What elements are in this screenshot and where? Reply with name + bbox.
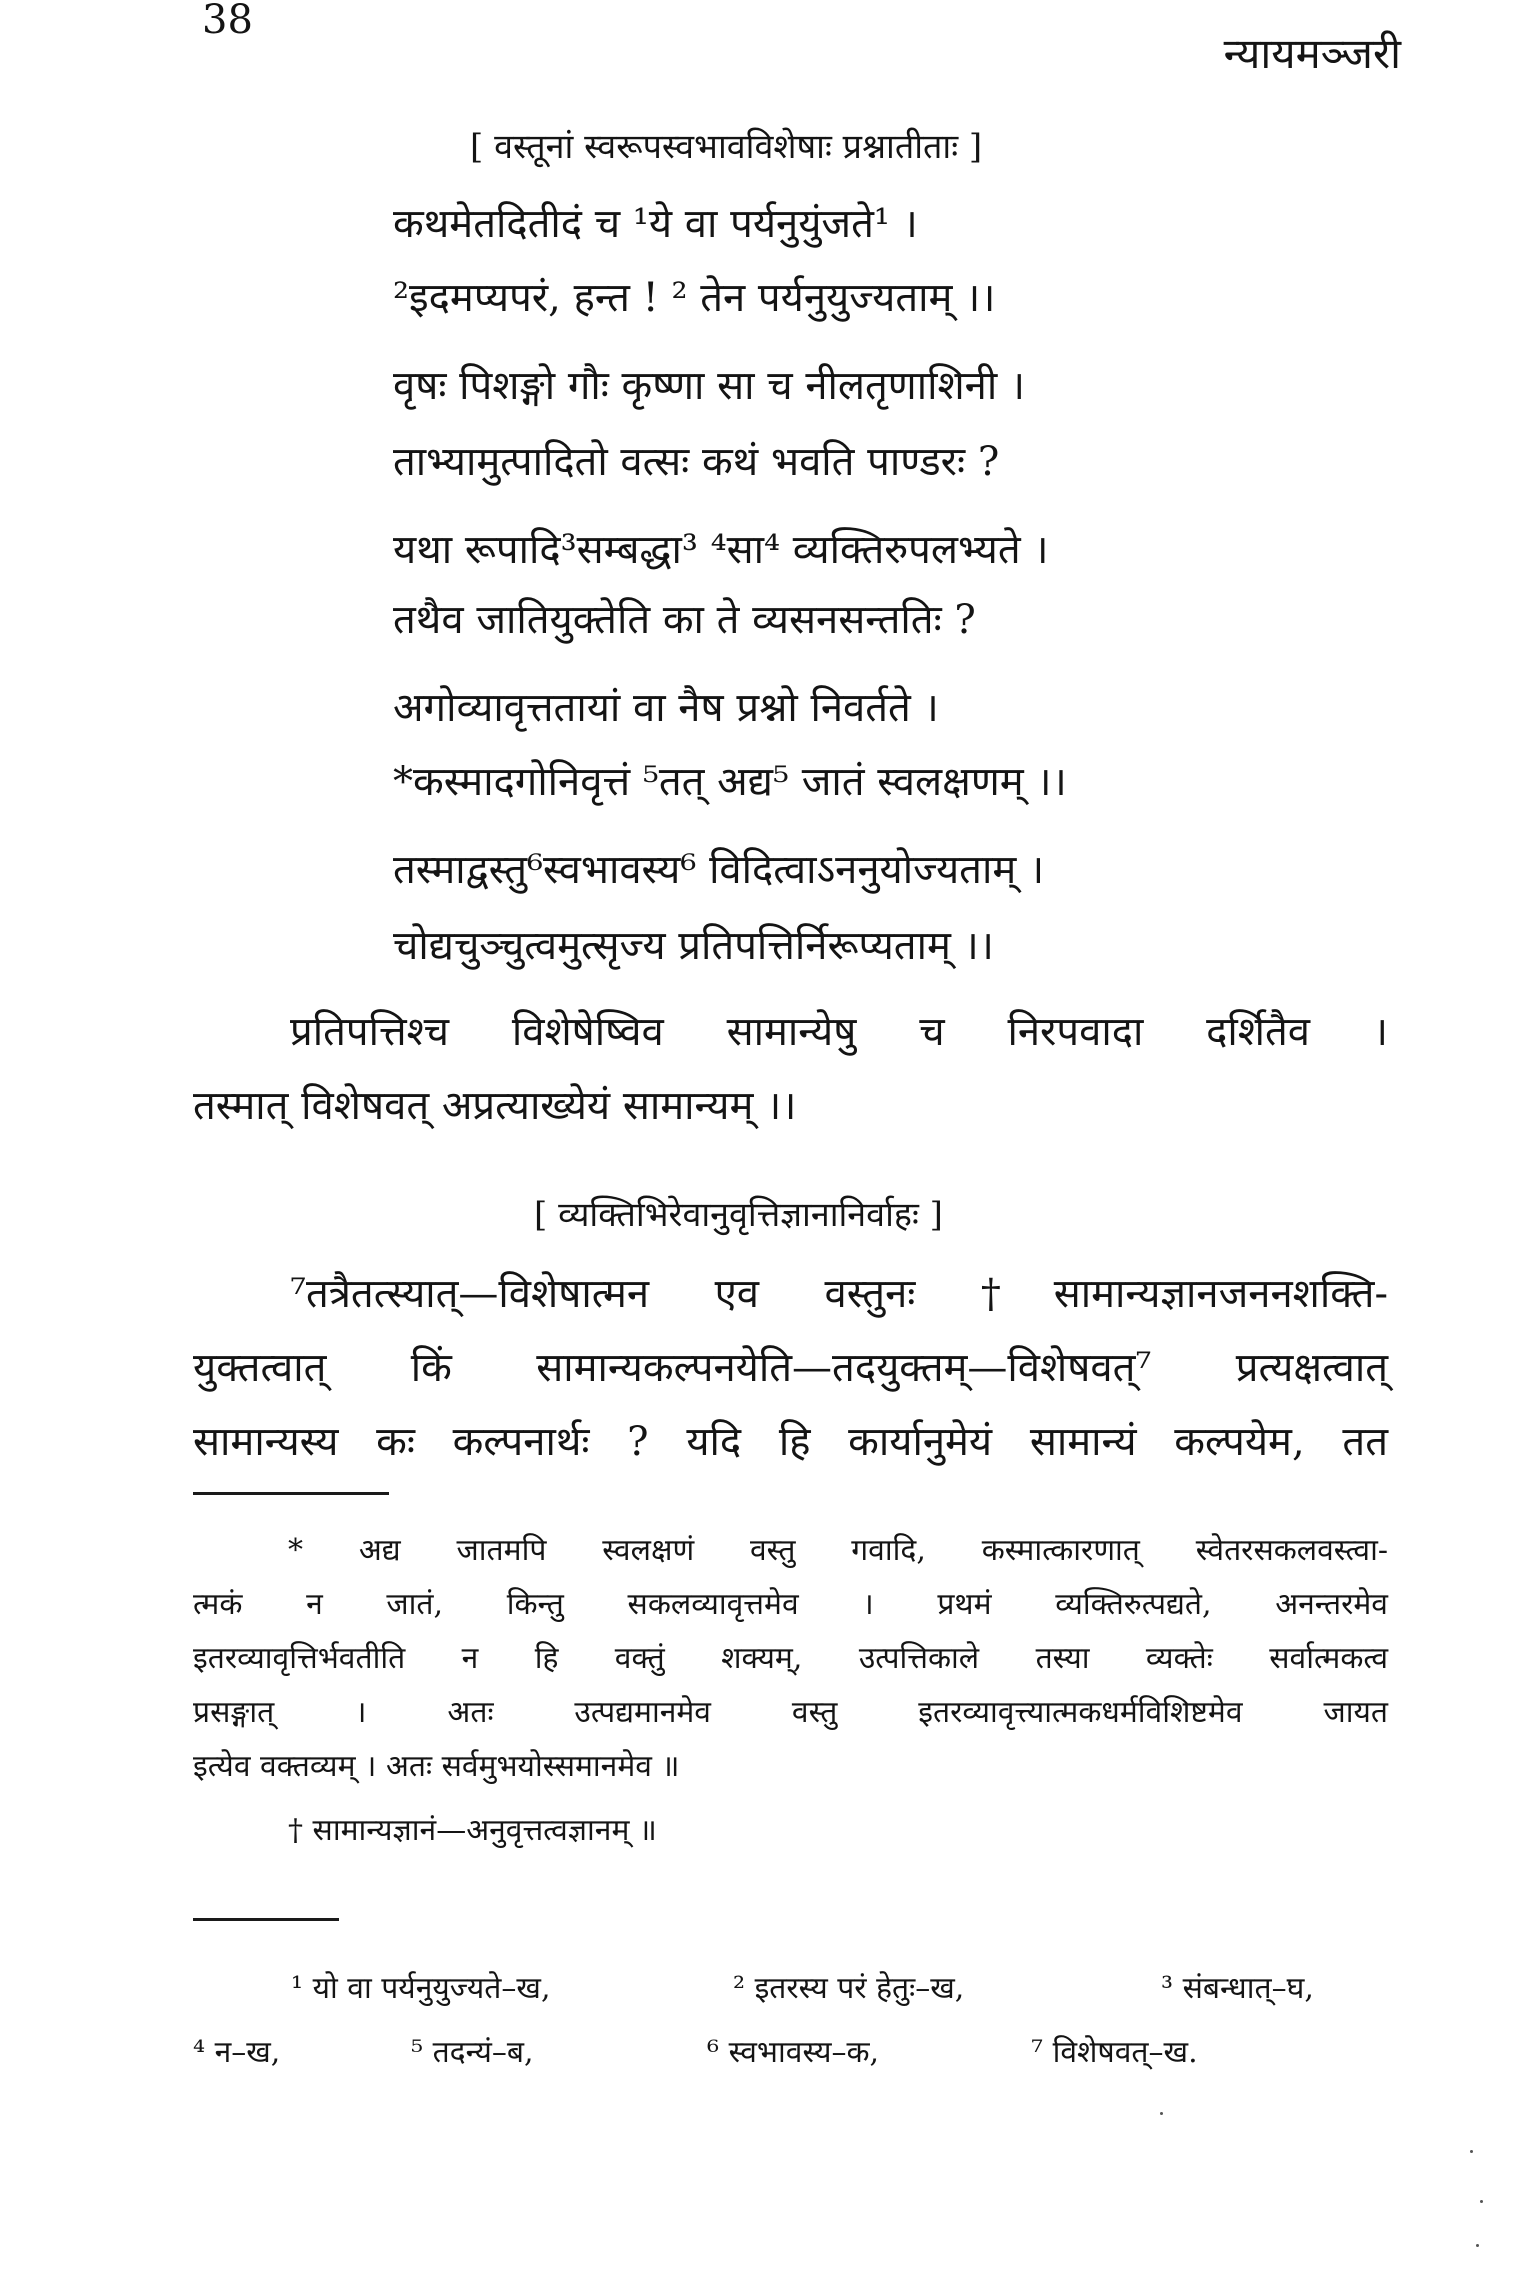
footnote-line: इतरव्यावृत्तिर्भवतीति न हि वक्तुं शक्यम्, उत्पत्तिकाले तस्या व्यक्तेः सर्वात्मकत्व [193, 1641, 1389, 1676]
verse-line: *कस्मादगोनिवृत्तं ⁵तत् अद्य⁵ जातं स्वलक्षणम् ।। [393, 759, 1067, 805]
verse-line: कथमेतदितीदं च ¹ये वा पर्यनुयुंजते¹ । [393, 201, 918, 247]
footnote-line: प्रसङ्गात् । अतः उत्पद्यमानमेव वस्तु इतरव्यावृत्त्यात्मकधर्मविशिष्टमेव जायत [193, 1695, 1388, 1730]
prose-line: ⁷तत्रैतत्स्यात्—विशेषात्मन एव वस्तुनः †सामान्यज्ञानजननशक्ति- [290, 1271, 1388, 1317]
variant-reading: ¹ यो वा पर्यनुयुज्यते–ख, [291, 1971, 551, 2006]
prose-line: युक्तत्वात् किं सामान्यकल्पनयेति—तदयुक्तम्—विशेषवत्⁷ प्रत्यक्षत्वात् [193, 1345, 1388, 1391]
prose-line: सामान्यस्य कः कल्पनार्थः ? यदि हि कार्यानुमेयं सामान्यं कल्पयेम, तत [193, 1419, 1388, 1465]
section-heading: [ व्यक्तिभिरेवानुवृत्तिज्ञानानिर्वाहः ] [534, 1195, 943, 1235]
scan-speck [1480, 2200, 1483, 2203]
variant-reading: ⁵ तदन्यं–ब, [411, 2035, 534, 2070]
section-heading: [ वस्तूनां स्वरूपस्वभावविशेषाः प्रश्नातीताः ] [470, 127, 983, 167]
prose-line: तस्मात् विशेषवत् अप्रत्याख्येयं सामान्यम् ।। [193, 1083, 797, 1129]
running-title: न्यायमञ्जरी [1223, 29, 1401, 78]
variant-reading: ³ संबन्धात्–घ, [1161, 1971, 1314, 2006]
verse-line: यथा रूपादि³सम्बद्धा³ ⁴सा⁴ व्यक्तिरुपलभ्यते । [393, 527, 1049, 573]
variant-reading: ⁷ विशेषवत्–ख. [1031, 2035, 1198, 2070]
verse-line: ²इदमप्यपरं, हन्त ! ² तेन पर्यनुयुज्यताम् ।। [393, 275, 996, 321]
footnote-line: त्मकं न जातं, किन्तु सकलव्यावृत्तमेव । प्रथमं व्यक्तिरुत्पद्यते, अनन्तरमेव [193, 1587, 1388, 1622]
footnote-separator [193, 1492, 389, 1495]
scan-speck [1476, 2244, 1479, 2247]
scan-speck [1470, 2150, 1473, 2153]
variant-reading: ⁶ स्वभावस्य–क, [707, 2035, 880, 2070]
variant-separator [193, 1918, 339, 1921]
verse-line: तस्माद्वस्तु⁶स्वभावस्य⁶ विदित्वाऽननुयोज्यताम् । [393, 847, 1045, 893]
page-number: 38 [202, 0, 253, 43]
verse-line: ताभ्यामुत्पादितो वत्सः कथं भवति पाण्डरः ? [393, 439, 1000, 485]
prose-line: प्रतिपत्तिश्च विशेषेष्विव सामान्येषु च निरपवादा दर्शितैव । [290, 1009, 1388, 1055]
scan-speck [1160, 2112, 1163, 2115]
variant-reading: ² इतरस्य परं हेतुः–ख, [733, 1971, 965, 2006]
verse-line: वृषः पिशङ्गो गौः कृष्णा सा च नीलतृणाशिनी । [393, 363, 1026, 409]
footnote-line: इत्येव वक्तव्यम् । अतः सर्वमुभयोस्समानमेव ॥ [193, 1749, 680, 1784]
verse-line: चोद्यचुञ्चुत्वमुत्सृज्य प्रतिपत्तिर्निरूप्यताम् ।। [393, 923, 994, 969]
verse-line: तथैव जातियुक्तेति का ते व्यसनसन्ततिः ? [393, 597, 976, 643]
verse-line: अगोव्यावृत्ततायां वा नैष प्रश्नो निवर्तते । [393, 685, 939, 731]
footnote-line: * अद्य जातमपि स्वलक्षणं वस्तु गवादि, कस्मात्कारणात् स्वेतरसकलवस्त्वा- [288, 1533, 1388, 1568]
variant-reading: ⁴ न–ख, [193, 2035, 281, 2070]
footnote-dagger: † सामान्यज्ञानं—अनुवृत्तत्वज्ञानम् ॥ [288, 1813, 657, 1848]
